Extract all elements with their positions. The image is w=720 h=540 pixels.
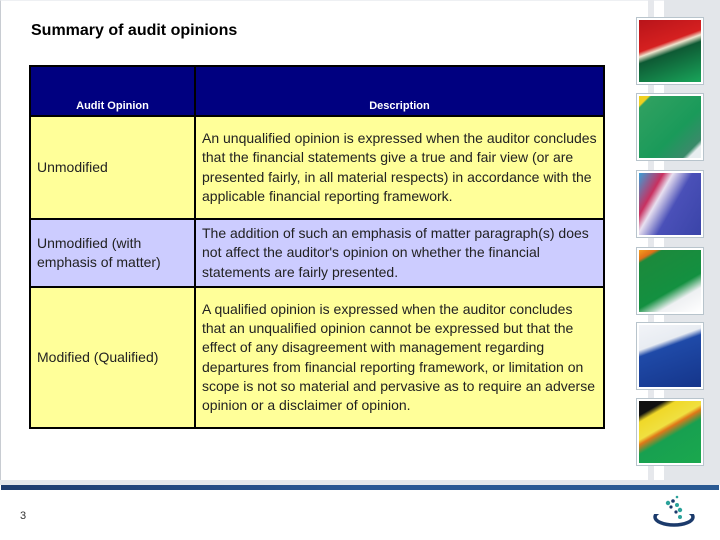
face-paint-image <box>639 173 701 235</box>
thumbnail-6 <box>636 398 704 466</box>
description-cell: The addition of such an emphasis of matter paragraph(s) does not affect the auditor's opinion on whether the financial statements are fairly presented. <box>195 219 604 287</box>
column-header-description: Description <box>195 66 604 116</box>
flag-green-image <box>639 250 701 312</box>
thumbnail-1 <box>636 17 704 85</box>
page-number: 3 <box>20 510 27 522</box>
column-header-audit-opinion: Audit Opinion <box>30 66 195 116</box>
table-header-row <box>30 66 604 116</box>
opinion-cell: Unmodified <box>30 116 195 219</box>
table-row <box>30 219 604 287</box>
flag-red-green-image <box>639 20 701 82</box>
organization-logo-icon <box>650 494 696 528</box>
description-cell: An unqualified opinion is expressed when the auditor concludes that the financial statements give a true and fair view (or are presented fairly, in all material respects) in accordance with the applicable financial reporting framework. <box>195 116 604 219</box>
thumbnail-5 <box>636 322 704 390</box>
opinion-cell: Modified (Qualified) <box>30 287 195 428</box>
description-cell: A qualified opinion is expressed when the auditor concludes that an unqualified opinion cannot be expressed but that the effect of any disagreement with management regarding departures from financial reporting framework, or limitation on scope is not so material and pervasive as to require an adverse opinion or a disclaimer of opinion. <box>195 287 604 428</box>
thumbnail-2 <box>636 93 704 161</box>
audit-opinions-table <box>29 65 605 429</box>
flag-yellow-green-image <box>639 401 701 463</box>
thumbnail-3 <box>636 170 704 238</box>
thumbnail-4 <box>636 247 704 315</box>
opinion-cell: Unmodified (with emphasis of matter) <box>30 219 195 287</box>
table-row <box>30 287 604 428</box>
people-green-image <box>639 96 701 158</box>
table-row <box>30 116 604 219</box>
blue-silhouettes-image <box>639 325 701 387</box>
footer-bar <box>1 485 719 490</box>
slide-title: Summary of audit opinions <box>31 22 238 39</box>
